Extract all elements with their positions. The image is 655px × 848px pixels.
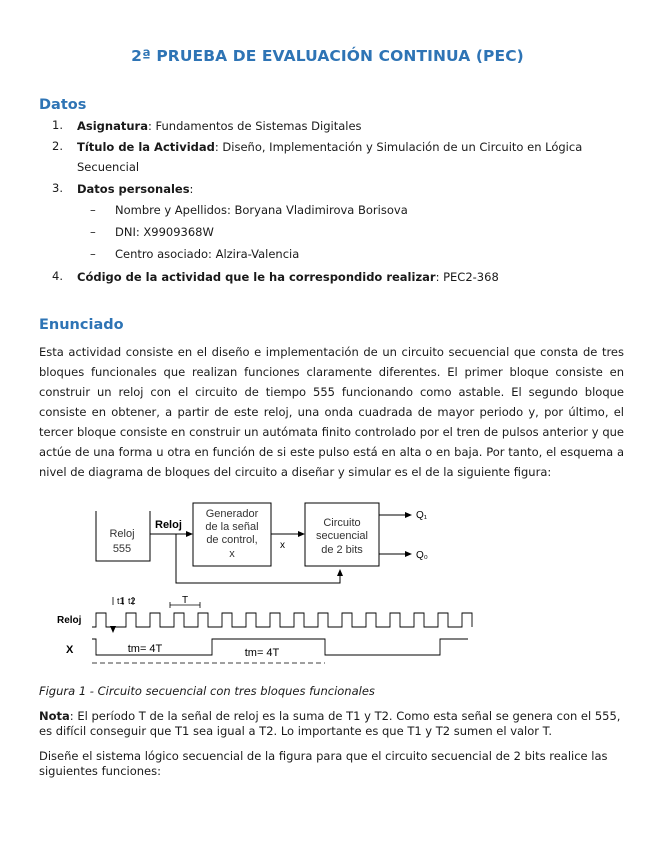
q1-label: Q₁ xyxy=(416,510,428,521)
figure-caption: Figura 1 - Circuito secuencial con tres bloques funcionales xyxy=(39,684,375,698)
t1-label: t1 xyxy=(117,596,125,606)
list-number: 3. xyxy=(52,181,63,195)
personal-dni: DNI: X9909368W xyxy=(115,225,214,239)
nota-paragraph: Nota: El período T de la señal de reloj es la suma de T1 y T2. Como esta señal se genera con el 555, es difícil conseguir que T1 sea igual a T2. Lo importante es que T1 y T2 sumen el valor T. xyxy=(39,709,621,738)
reloj-block-label: 555 xyxy=(112,543,132,555)
list-number: 4. xyxy=(52,269,63,283)
sub-dash: – xyxy=(90,225,96,239)
x-row-label: X xyxy=(66,644,74,656)
generator-label: de la señal xyxy=(205,521,259,533)
tm-label-1: tm= 4T xyxy=(127,643,163,655)
closing-paragraph: Diseñe el sistema lógico secuencial de la figura para que el circuito secuencial de 2 bits realice las siguientes funciones: xyxy=(39,749,608,778)
list-item-asignatura: Asignatura: Fundamentos de Sistemas Digitales xyxy=(77,119,362,133)
generator-label: Generador xyxy=(205,508,259,520)
reloj-signal-label: Reloj xyxy=(155,519,182,531)
circuit-label: Circuito xyxy=(323,517,361,529)
sub-dash: – xyxy=(90,203,96,217)
block-diagram-figure xyxy=(0,495,655,675)
sub-dash: – xyxy=(90,247,96,261)
generator-label: x xyxy=(229,548,235,560)
list-item-codigo: Código de la actividad que le ha correspondido realizar: PEC2-368 xyxy=(77,270,499,284)
list-item-titulo: Título de la Actividad: Diseño, Implementación y Simulación de un Circuito en Lógica Secuencial xyxy=(77,140,583,174)
enunciado-heading: Enunciado xyxy=(39,317,124,333)
tm-label-2: tm= 4T xyxy=(244,647,280,659)
enunciado-paragraph: Esta actividad consiste en el diseño e implementación de un circuito secuencial que consta de tres bloques funcionales que realizan funciones claramente diferentes. El primer bloque consiste en construir un reloj con el circuito de tiempo 555 funcionando como astable. El segundo bloque consiste en obtener, a partir de este reloj, una onda cuadrada de mayor periodo y, por último, el tercer bloque consiste en construir un autómata finito controlado por el tren de pulsos anterior y que actúe de una forma u otra en función de si este pulso está en alta o en baja. Por tanto, el esquema a nivel de diagrama de bloques del circuito a diseñar y simular es el de la siguiente figura: xyxy=(39,345,624,479)
list-number: 2. xyxy=(52,139,63,153)
reloj-block-label: Reloj xyxy=(109,528,135,540)
reloj-row-label: Reloj xyxy=(57,615,82,626)
list-number: 1. xyxy=(52,118,63,132)
generator-label: de control, xyxy=(206,534,258,546)
personal-centro: Centro asociado: Alzira-Valencia xyxy=(115,247,300,261)
list-item-datos-personales: Datos personales: xyxy=(77,182,194,196)
circuit-label: secuencial xyxy=(316,530,368,542)
datos-heading: Datos xyxy=(39,97,87,113)
q0-label: Q₀ xyxy=(416,550,428,561)
period-label: T xyxy=(181,595,189,606)
x-signal-label: x xyxy=(280,540,285,551)
t2-label: t2 xyxy=(128,596,136,606)
circuit-label: de 2 bits xyxy=(321,544,363,556)
clock-waveform xyxy=(92,613,472,627)
personal-name: Nombre y Apellidos: Boryana Vladimirova Borisova xyxy=(115,203,408,217)
page-title: 2ª PRUEBA DE EVALUACIÓN CONTINUA (PEC) xyxy=(131,47,524,65)
